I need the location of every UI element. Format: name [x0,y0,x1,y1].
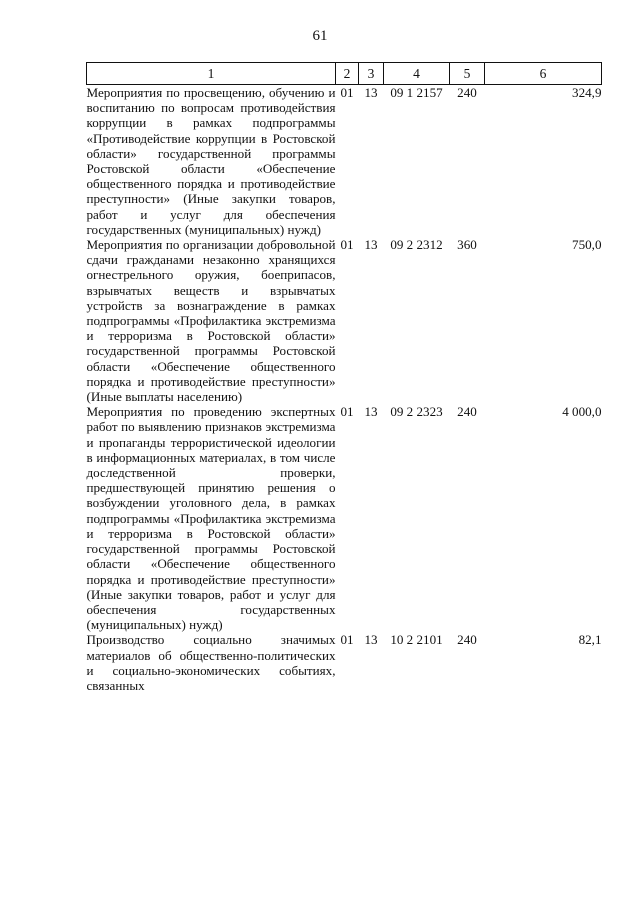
row-description: Мероприятия по организации добровольной сдачи гражданами незаконно хранящихся огнестрельного оружия, боеприпасов, взрывчатых веществ и взрывчатых устройств за вознаграждение в рамках подпрограммы «Профилактика экстремизма и терроризма в Ростовской области» государственной программы Ростовской области «Обеспечение общественного порядка и противодействие преступности» (Иные выплаты населению) [86,237,336,405]
table-row [87,237,602,404]
section-code: 01 [340,404,354,420]
row-description: Мероприятия по просвещению, обучению и воспитанию по вопросам противодействия коррупции в рамках подпрограммы «Противодействие коррупции в Ростовской области» государственной программы Ростовской области «Обеспечение общественного порядка и противодействие преступности» (Иные закупки товаров, работ и услуг для обеспечения государственных (муниципальных) нужд) [86,85,336,237]
amount-value: 4 000,0 [562,404,602,420]
column-header: 2 [336,63,359,85]
target-article-code: 09 1 2157 [390,85,443,100]
section-code: 01 [340,85,354,100]
table-header-row [87,63,602,85]
amount-value: 750,0 [572,237,602,253]
table-row [87,632,602,693]
subsection-code: 13 [364,237,378,253]
page-number: 61 [312,28,328,44]
subsection-code: 13 [364,85,378,100]
subsection-code: 13 [364,404,378,420]
column-header: 3 [359,63,384,85]
row-description: Производство социально значимых материалов об общественно-политических и социально-экономических событиях, связанных [86,632,336,693]
column-header: 6 [485,63,602,85]
expense-type-code: 240 [457,404,477,420]
target-article-code: 09 2 2323 [390,404,443,420]
column-header: 1 [87,63,336,85]
section-code: 01 [340,237,354,253]
column-header: 5 [450,63,485,85]
expense-type-code: 360 [457,237,477,253]
table-row [87,404,602,632]
section-code: 01 [340,632,354,648]
expense-type-code: 240 [457,85,477,100]
column-header: 4 [384,63,450,85]
budget-table [86,62,602,693]
subsection-code: 13 [364,632,378,648]
row-description: Мероприятия по проведению экспертных работ по выявлению признаков экстремизма и пропаганды террористической идеологии в информационных материалах, в том числе доследственной проверки, предшествующей принятию решения о возбуждении уголовного дела, в рамках подпрограммы «Профилактика экстремизма и терроризма в Ростовской области» государственной программы Ростовской области «Обеспечение общественного порядка и противодействие преступности» (Иные закупки товаров, работ и услуг для обеспечения государственных (муниципальных) нужд) [86,404,336,633]
amount-value: 324,9 [572,85,602,100]
expense-type-code: 240 [457,632,477,648]
target-article-code: 10 2 2101 [390,632,443,648]
amount-value: 82,1 [578,632,602,648]
target-article-code: 09 2 2312 [390,237,443,253]
table-row [87,85,602,238]
